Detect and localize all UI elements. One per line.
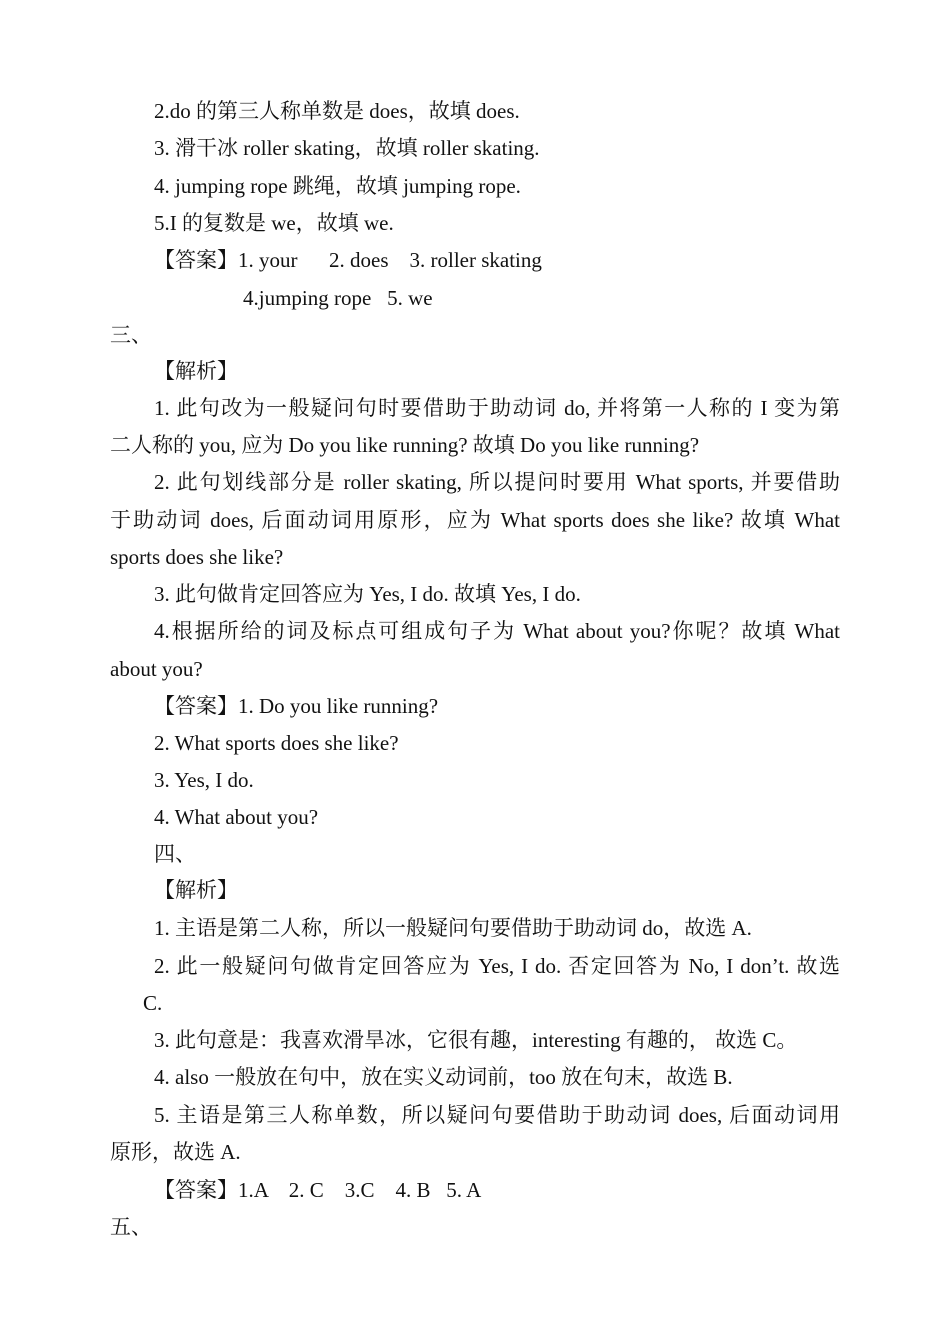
analysis-paragraph-5-cont: 原形，故选 A.	[110, 1140, 241, 1164]
analysis-label: 【解析】	[154, 878, 238, 902]
answer-explanation-5: 5.I 的复数是 we，故填 we.	[154, 211, 394, 235]
analysis-paragraph-3: 3. 此句意是：我喜欢滑旱冰，它很有趣，interesting 有趣的， 故选 C。	[154, 1028, 798, 1052]
analysis-paragraph-2-cont: C.	[143, 991, 163, 1015]
analysis-paragraph-4: 4.根据所给的词及标点可组成句子为 What about you?你呢？故填 What	[154, 619, 840, 643]
answer-line-4: 4. What about you?	[154, 805, 319, 829]
answer-line-2: 4.jumping rope 5. we	[243, 286, 433, 310]
analysis-paragraph-4-cont: about you?	[110, 657, 203, 681]
analysis-paragraph-2-end: sports does she like?	[110, 545, 284, 569]
analysis-paragraph-2: 2. 此句划线部分是 roller skating, 所以提问时要用 What sports, 并要借助	[154, 470, 840, 494]
answer-explanation-3: 3. 滑干冰 roller skating，故填 roller skating.	[154, 136, 540, 160]
section-heading-5: 五、	[110, 1215, 152, 1239]
answer-line-2: 2. What sports does she like?	[154, 731, 399, 755]
analysis-paragraph-1-cont: 二人称的 you, 应为 Do you like running? 故填 Do you like running?	[110, 433, 700, 457]
answer-line-1: 【答案】1. Do you like running?	[154, 694, 439, 718]
section-heading-3: 三、	[110, 323, 152, 347]
analysis-paragraph-2: 2. 此一般疑问句做肯定回答应为 Yes, I do. 否定回答为 No, I don’t. 故选	[154, 954, 840, 978]
analysis-paragraph-5: 5. 主语是第三人称单数，所以疑问句要借助于助动词 does, 后面动词用	[154, 1103, 840, 1127]
answer-explanation-4: 4. jumping rope 跳绳，故填 jumping rope.	[154, 174, 521, 198]
analysis-paragraph-2-cont: 于助动词 does, 后面动词用原形，应为 What sports does she like? 故填 What	[110, 508, 840, 532]
answer-line-1: 【答案】1. your 2. does 3. roller skating	[154, 248, 542, 272]
answer-explanation-2: 2.do 的第三人称单数是 does，故填 does.	[154, 99, 520, 123]
answer-line: 【答案】1.A 2. C 3.C 4. B 5. A	[154, 1178, 482, 1202]
answer-line-3: 3. Yes, I do.	[154, 768, 254, 792]
analysis-paragraph-4: 4. also 一般放在句中，放在实义动词前，too 放在句末，故选 B.	[154, 1065, 733, 1089]
section-heading-4: 四、	[154, 842, 196, 866]
analysis-paragraph-1: 1. 此句改为一般疑问句时要借助于助动词 do, 并将第一人称的 I 变为第	[154, 396, 840, 420]
analysis-label: 【解析】	[154, 359, 238, 383]
analysis-paragraph-3: 3. 此句做肯定回答应为 Yes, I do. 故填 Yes, I do.	[154, 582, 581, 606]
analysis-paragraph-1: 1. 主语是第二人称，所以一般疑问句要借助于助动词 do，故选 A.	[154, 916, 752, 940]
